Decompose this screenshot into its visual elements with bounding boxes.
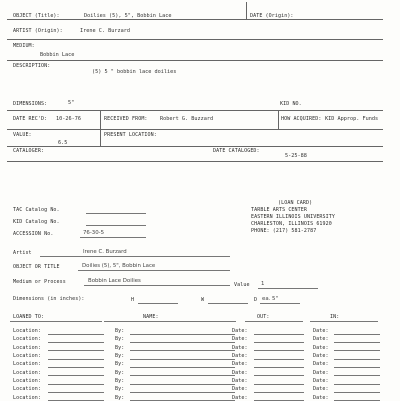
date-in-label: Date: <box>313 353 329 360</box>
fill-line <box>48 367 104 368</box>
kid-no-label: KID NO. <box>280 101 302 107</box>
date-out-label: Date: <box>232 369 248 376</box>
date-in-label: Date: <box>313 344 329 351</box>
fill-line <box>254 342 304 343</box>
in-column-header: IN: <box>330 314 340 320</box>
date-in-label: Date: <box>313 336 329 343</box>
location-label: Location: <box>13 353 41 360</box>
loan-card-heading: (LOAN CARD) <box>278 200 313 206</box>
value-value-2: 1 <box>261 281 265 287</box>
fill-line <box>130 342 235 343</box>
fill-line <box>254 392 304 393</box>
fill-line <box>334 350 380 351</box>
phone-number: PHONE: (217) 581-2787 <box>251 228 317 234</box>
present-location-label: PRESENT LOCATION: <box>104 132 157 138</box>
fill-line <box>48 350 104 351</box>
date-cataloged-label: DATE CATALOGED: <box>213 148 260 154</box>
by-label: By: <box>115 394 125 401</box>
object-title-label-2: OBJECT OR TITLE <box>13 264 60 270</box>
date-in-label: Date: <box>313 386 329 393</box>
artist-origin-label: ARTIST (Origin): <box>13 28 63 34</box>
h-line <box>138 303 178 304</box>
date-in-label: Date: <box>313 361 329 368</box>
d-line <box>260 303 300 304</box>
d-value: ea. 5" <box>262 296 278 302</box>
value-line <box>258 288 318 289</box>
location-label: Location: <box>13 344 41 351</box>
value-label-2: Value <box>234 282 250 288</box>
location-label: Location: <box>13 394 41 401</box>
kid-catalog-line <box>86 225 146 226</box>
fill-line <box>334 375 380 376</box>
fill-line <box>334 342 380 343</box>
fill-line <box>254 384 304 385</box>
medium-line <box>84 285 230 286</box>
dimensions-label: DIMENSIONS: <box>13 101 48 107</box>
header-line <box>310 321 378 322</box>
date-in-label: Date: <box>313 378 329 385</box>
artist-line <box>40 256 230 257</box>
accession-line <box>80 237 146 238</box>
divider <box>7 161 383 162</box>
date-in-label: Date: <box>313 369 329 376</box>
fill-line <box>48 384 104 385</box>
dimensions-value: 5" <box>68 100 75 106</box>
university-name: EASTERN ILLINOIS UNIVERSITY <box>251 214 335 220</box>
date-in-label: Date: <box>313 328 329 334</box>
fill-line <box>254 350 304 351</box>
medium-process-label: Medium or Process <box>13 279 66 285</box>
value-value: 6.5 <box>58 140 68 146</box>
divider <box>100 129 101 146</box>
fill-line <box>130 375 235 376</box>
date-received-label: DATE REC'D: <box>13 116 48 122</box>
artist-label: Artist <box>13 250 32 256</box>
by-label: By: <box>115 386 125 393</box>
divider <box>7 19 383 20</box>
fill-line <box>130 359 235 360</box>
w-line <box>208 303 248 304</box>
artist-value: Irene C. Burzard <box>83 249 127 255</box>
kid-catalog-label: KID Catalog No. <box>13 219 60 225</box>
date-received-value: 10-26-76 <box>56 116 81 122</box>
date-out-label: Date: <box>232 336 248 343</box>
fill-line <box>254 359 304 360</box>
city-address: CHARLESTON, ILLINOIS 61920 <box>251 221 332 227</box>
date-out-label: Date: <box>232 378 248 385</box>
fill-line <box>48 342 104 343</box>
fill-line <box>130 367 235 368</box>
by-label: By: <box>115 369 125 376</box>
medium-process-value: Bobbin Lace Doilies <box>88 278 141 284</box>
by-label: By: <box>115 353 125 360</box>
location-label: Location: <box>13 378 41 385</box>
divider <box>7 110 383 111</box>
fill-line <box>48 375 104 376</box>
by-label: By: <box>115 344 125 351</box>
location-label: Location: <box>13 361 41 368</box>
w-label: W <box>201 297 205 303</box>
divider <box>246 2 247 19</box>
header-line <box>245 321 303 322</box>
fill-line <box>254 334 304 335</box>
name-column-header: NAME: <box>143 314 159 320</box>
divider <box>7 146 383 147</box>
date-in-label: Date: <box>313 394 329 401</box>
date-out-label: Date: <box>232 353 248 360</box>
description-label: DESCRIPTION: <box>13 63 51 69</box>
divider <box>278 110 279 129</box>
location-label: Location: <box>13 369 41 376</box>
date-out-label: Date: <box>232 386 248 393</box>
fill-line <box>48 359 104 360</box>
fill-line <box>254 375 304 376</box>
object-line <box>78 270 230 271</box>
fill-line <box>334 359 380 360</box>
h-label: H <box>131 297 135 303</box>
how-acquired-label: HOW ACQUIRED: <box>281 116 322 122</box>
date-out-label: Date: <box>232 361 248 368</box>
by-label: By: <box>115 378 125 385</box>
fill-line <box>130 392 235 393</box>
location-label: Location: <box>13 386 41 393</box>
date-out-label: Date: <box>232 344 248 351</box>
fill-line <box>334 384 380 385</box>
divider <box>100 110 101 129</box>
d-label: D <box>254 297 258 303</box>
fill-line <box>130 384 235 385</box>
fill-line <box>334 367 380 368</box>
accession-value: 76-30-5 <box>83 230 105 236</box>
by-label: By: <box>115 336 125 343</box>
accession-label: ACCESSION No. <box>13 231 54 237</box>
fill-line <box>48 334 104 335</box>
fill-line <box>334 334 380 335</box>
divider <box>7 60 383 61</box>
location-label: Location: <box>13 336 41 343</box>
object-title-label: OBJECT (Title): <box>13 13 60 19</box>
how-acquired-value: KID Approp. Funds <box>325 116 379 122</box>
org-name: TARBLE ARTS CENTER <box>251 207 307 213</box>
out-column-header: OUT: <box>257 314 270 320</box>
artist-origin-value: Irene C. Burzard <box>80 28 130 34</box>
tac-catalog-line <box>86 213 146 214</box>
fill-line <box>334 392 380 393</box>
tac-catalog-label: TAC Catalog No. <box>13 207 60 213</box>
object-title-value: Doilies (5), 5", Bobbin Lace <box>84 13 172 19</box>
object-title-value-2: Doilies (5), 5", Bobbin Lace <box>82 263 156 269</box>
received-from-value: Robert G. Buzzard <box>160 116 214 122</box>
loaned-to-label: LOANED TO: <box>13 314 45 320</box>
fill-line <box>48 392 104 393</box>
dimensions-inches-label: Dimensions (in inches): <box>13 296 85 302</box>
header-line <box>104 321 236 322</box>
date-cataloged-value: 5-25-88 <box>285 153 307 159</box>
medium-label: MEDIUM: <box>13 43 35 49</box>
received-from-label: RECEIVED FROM: <box>104 116 148 122</box>
by-label: By: <box>115 361 125 368</box>
divider <box>7 129 383 130</box>
location-label: Location: <box>13 328 41 334</box>
date-out-label: Date: <box>232 328 248 334</box>
header-line <box>10 321 102 322</box>
fill-line <box>130 350 235 351</box>
divider <box>7 39 383 40</box>
value-label: VALUE: <box>13 132 32 138</box>
date-out-label: Date: <box>232 394 248 401</box>
cataloger-label: CATALOGER: <box>13 148 45 154</box>
medium-value: Bobbin Lace <box>40 52 75 58</box>
by-label: By: <box>115 328 125 334</box>
description-value: (5) 5 " bobbin lace doilies <box>92 69 177 75</box>
fill-line <box>130 334 235 335</box>
fill-line <box>254 367 304 368</box>
date-origin-label: DATE (Origin): <box>250 13 294 19</box>
